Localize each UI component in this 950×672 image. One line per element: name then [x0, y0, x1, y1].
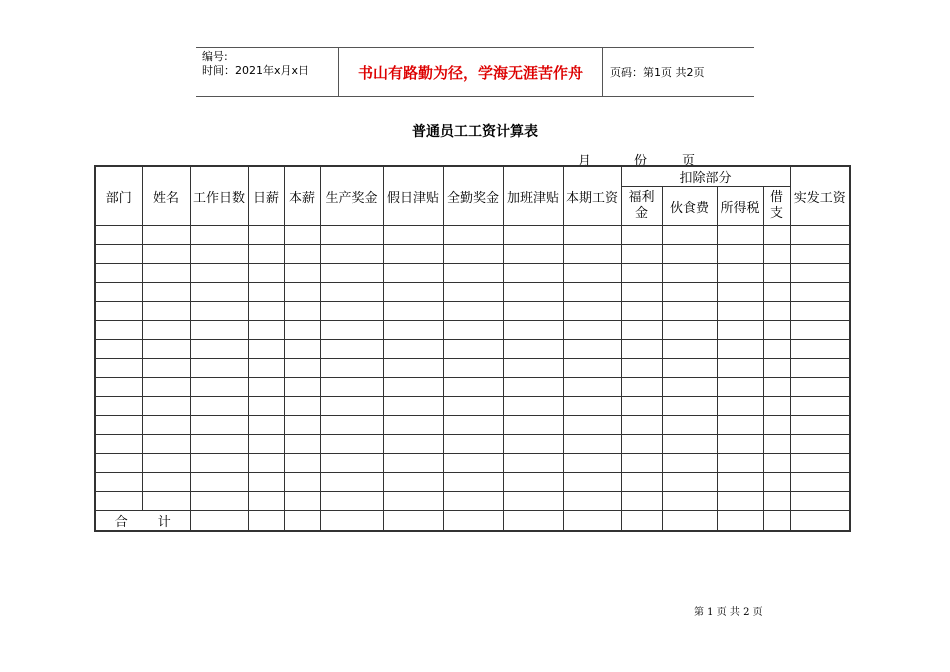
table-cell — [503, 245, 563, 264]
table-cell — [621, 416, 662, 435]
table-cell — [790, 359, 850, 378]
table-cell — [383, 397, 443, 416]
table-cell — [717, 378, 763, 397]
table-cell — [662, 473, 717, 492]
table-cell — [763, 245, 790, 264]
table-cell — [763, 473, 790, 492]
table-cell — [383, 321, 443, 340]
table-cell — [320, 397, 383, 416]
table-cell — [563, 492, 621, 511]
table-cell — [190, 264, 248, 283]
table-cell — [320, 226, 383, 245]
table-cell — [320, 435, 383, 454]
table-cell — [563, 340, 621, 359]
table-cell — [717, 245, 763, 264]
table-cell — [503, 454, 563, 473]
table-cell — [563, 302, 621, 321]
table-cell — [95, 378, 142, 397]
table-cell — [190, 226, 248, 245]
table-cell — [95, 283, 142, 302]
table-cell — [717, 302, 763, 321]
table-cell — [790, 473, 850, 492]
col-header: 部门 — [95, 166, 142, 226]
table-cell — [563, 473, 621, 492]
header-page-info: 页码：第1页 共2页 — [610, 66, 705, 79]
page-footer: 第 1 页 共 2 页 — [694, 607, 763, 618]
col-header: 全勤奖金 — [443, 166, 503, 226]
table-cell — [763, 264, 790, 283]
wage-table — [94, 165, 851, 532]
table-row — [95, 226, 850, 245]
table-cell — [621, 492, 662, 511]
table-cell — [190, 359, 248, 378]
table-cell — [503, 435, 563, 454]
table-cell — [621, 340, 662, 359]
table-cell — [621, 454, 662, 473]
table-cell — [142, 264, 190, 283]
table-cell — [95, 397, 142, 416]
table-cell — [443, 226, 503, 245]
table-cell — [717, 283, 763, 302]
table-cell — [383, 435, 443, 454]
table-cell — [662, 226, 717, 245]
table-cell — [383, 340, 443, 359]
table-cell — [763, 416, 790, 435]
table-cell — [790, 492, 850, 511]
table-cell — [763, 454, 790, 473]
serial-label: 编号: — [202, 50, 228, 63]
table-cell — [717, 473, 763, 492]
table-cell — [503, 321, 563, 340]
table-cell — [563, 321, 621, 340]
table-cell — [621, 435, 662, 454]
table-cell — [142, 492, 190, 511]
table-cell — [563, 359, 621, 378]
table-cell — [190, 454, 248, 473]
table-row — [95, 473, 850, 492]
table-cell — [284, 340, 320, 359]
table-cell — [443, 473, 503, 492]
table-cell — [621, 473, 662, 492]
table-cell — [284, 435, 320, 454]
table-cell — [142, 245, 190, 264]
table-cell — [503, 416, 563, 435]
table-cell — [563, 226, 621, 245]
table-cell — [717, 492, 763, 511]
table-cell — [95, 321, 142, 340]
table-cell — [383, 226, 443, 245]
table-cell — [621, 264, 662, 283]
table-cell — [790, 454, 850, 473]
table-cell — [248, 340, 284, 359]
table-cell — [717, 416, 763, 435]
table-cell — [284, 416, 320, 435]
col-header: 加班津贴 — [503, 166, 563, 226]
table-cell — [621, 511, 662, 532]
table-cell — [284, 245, 320, 264]
table-cell — [790, 245, 850, 264]
table-cell — [190, 397, 248, 416]
table-cell — [717, 511, 763, 532]
table-cell — [284, 378, 320, 397]
table-cell — [563, 283, 621, 302]
header-row-1 — [95, 166, 850, 187]
table-cell — [190, 435, 248, 454]
table-cell — [443, 397, 503, 416]
table-cell — [621, 359, 662, 378]
table-cell — [190, 245, 248, 264]
table-cell — [717, 359, 763, 378]
table-cell — [717, 435, 763, 454]
table-cell — [248, 435, 284, 454]
table-cell — [717, 340, 763, 359]
header-meta — [196, 50, 336, 78]
table-cell — [95, 302, 142, 321]
table-cell — [443, 359, 503, 378]
table-cell — [284, 226, 320, 245]
table-cell — [142, 359, 190, 378]
header-motto: 书山有路勤为径，学海无涯苦作舟 — [357, 63, 583, 82]
table-cell — [248, 283, 284, 302]
table-cell — [383, 245, 443, 264]
table-cell — [320, 340, 383, 359]
col-header: 所得税 — [717, 187, 763, 226]
table-cell — [763, 492, 790, 511]
table-cell — [662, 416, 717, 435]
table-cell — [284, 302, 320, 321]
table-cell — [284, 397, 320, 416]
table-cell — [790, 435, 850, 454]
table-cell — [383, 473, 443, 492]
table-cell — [284, 283, 320, 302]
table-row — [95, 454, 850, 473]
total-label-a: 合 — [114, 515, 128, 530]
table-cell — [563, 454, 621, 473]
table-cell — [662, 511, 717, 532]
table-cell — [763, 226, 790, 245]
table-cell — [621, 321, 662, 340]
table-cell — [383, 454, 443, 473]
table-cell — [142, 321, 190, 340]
table-cell — [790, 321, 850, 340]
table-cell — [383, 416, 443, 435]
table-cell — [284, 511, 320, 532]
table-body — [95, 226, 850, 511]
table-cell — [443, 245, 503, 264]
col-header: 假日津贴 — [383, 166, 443, 226]
table-cell — [563, 435, 621, 454]
table-cell — [662, 492, 717, 511]
table-cell — [142, 416, 190, 435]
col-header: 伙食费 — [662, 187, 717, 226]
table-cell — [320, 283, 383, 302]
table-cell — [284, 321, 320, 340]
table-cell — [248, 321, 284, 340]
header-divider — [602, 48, 603, 96]
table-row — [95, 283, 850, 302]
table-cell — [142, 378, 190, 397]
table-cell — [320, 359, 383, 378]
table-row — [95, 340, 850, 359]
table-cell — [790, 226, 850, 245]
table-cell — [443, 264, 503, 283]
table-cell — [142, 473, 190, 492]
fen-label: 份 — [634, 154, 648, 169]
table-cell — [95, 492, 142, 511]
table-cell — [142, 340, 190, 359]
table-cell — [763, 397, 790, 416]
table-cell — [563, 397, 621, 416]
table-row — [95, 435, 850, 454]
table-cell — [95, 359, 142, 378]
table-cell — [142, 226, 190, 245]
table-cell — [248, 302, 284, 321]
page-label: 页 — [682, 154, 696, 169]
table-cell — [95, 454, 142, 473]
col-header: 日薪 — [248, 166, 284, 226]
table-cell — [284, 473, 320, 492]
table-cell — [95, 264, 142, 283]
table-cell — [790, 397, 850, 416]
total-row — [95, 511, 850, 532]
col-header: 姓名 — [142, 166, 190, 226]
table-cell — [443, 283, 503, 302]
table-cell — [662, 397, 717, 416]
table-cell — [503, 473, 563, 492]
table-cell — [320, 454, 383, 473]
table-row — [95, 264, 850, 283]
table-cell — [248, 454, 284, 473]
table-cell — [503, 359, 563, 378]
table-cell — [190, 378, 248, 397]
table-cell — [763, 321, 790, 340]
table-cell — [443, 511, 503, 532]
table-row — [95, 359, 850, 378]
table-cell — [717, 264, 763, 283]
table-cell — [190, 492, 248, 511]
table-cell — [142, 435, 190, 454]
table-cell — [95, 416, 142, 435]
table-cell — [790, 283, 850, 302]
col-header: 实发工资 — [790, 166, 850, 226]
table-cell — [190, 473, 248, 492]
table-cell — [621, 283, 662, 302]
table-cell — [662, 264, 717, 283]
table-cell — [383, 283, 443, 302]
month-label: 月 — [578, 154, 592, 169]
col-header: 生产奖金 — [320, 166, 383, 226]
table-cell — [443, 454, 503, 473]
table-cell — [662, 340, 717, 359]
table-cell — [320, 511, 383, 532]
table-cell — [621, 226, 662, 245]
col-header: 借支 — [763, 187, 790, 226]
table-cell — [763, 378, 790, 397]
table-cell — [142, 397, 190, 416]
col-header: 本薪 — [284, 166, 320, 226]
table-cell — [142, 302, 190, 321]
table-cell — [190, 302, 248, 321]
table-cell — [95, 245, 142, 264]
table-cell — [95, 340, 142, 359]
table-row — [95, 378, 850, 397]
table-row — [95, 397, 850, 416]
table-cell — [503, 302, 563, 321]
table-cell — [563, 378, 621, 397]
col-header: 本期工资 — [563, 166, 621, 226]
table-cell — [662, 435, 717, 454]
table-cell — [248, 359, 284, 378]
table-cell — [320, 245, 383, 264]
table-row — [95, 302, 850, 321]
table-cell — [190, 321, 248, 340]
table-cell — [662, 359, 717, 378]
table-cell — [563, 511, 621, 532]
table-cell — [790, 511, 850, 532]
table-cell — [284, 359, 320, 378]
table-cell — [443, 321, 503, 340]
table-cell — [763, 340, 790, 359]
table-cell — [320, 264, 383, 283]
table-cell — [763, 435, 790, 454]
table-cell — [662, 378, 717, 397]
table-cell — [383, 264, 443, 283]
table-cell — [320, 492, 383, 511]
table-cell — [717, 397, 763, 416]
table-cell — [190, 511, 248, 532]
time-label: 时间：2021年x月x日 — [202, 64, 310, 77]
table-cell — [503, 492, 563, 511]
table-cell — [763, 511, 790, 532]
table-cell — [95, 473, 142, 492]
table-cell — [284, 264, 320, 283]
table-cell — [320, 378, 383, 397]
table-cell — [248, 226, 284, 245]
table-cell — [621, 245, 662, 264]
table-cell — [717, 321, 763, 340]
table-cell — [443, 416, 503, 435]
table-cell — [383, 511, 443, 532]
table-cell — [320, 473, 383, 492]
table-cell — [383, 492, 443, 511]
table-cell — [503, 226, 563, 245]
table-cell — [443, 435, 503, 454]
table-cell — [320, 416, 383, 435]
table-cell — [621, 302, 662, 321]
table-cell — [383, 359, 443, 378]
page-title: 普通员工工资计算表 — [412, 124, 538, 140]
table-cell — [248, 245, 284, 264]
table-cell — [763, 359, 790, 378]
table-cell — [662, 454, 717, 473]
table-cell — [662, 283, 717, 302]
table-row — [95, 416, 850, 435]
table-cell — [763, 302, 790, 321]
table-cell — [383, 378, 443, 397]
table-cell — [95, 435, 142, 454]
col-header: 福利金 — [621, 187, 662, 226]
table-cell — [383, 302, 443, 321]
table-cell — [320, 302, 383, 321]
table-cell — [790, 416, 850, 435]
table-cell — [662, 321, 717, 340]
table-cell — [248, 264, 284, 283]
total-label — [95, 511, 190, 532]
table-cell — [563, 264, 621, 283]
table-cell — [248, 511, 284, 532]
table-cell — [503, 378, 563, 397]
col-header: 工作日数 — [190, 166, 248, 226]
table-cell — [248, 492, 284, 511]
table-cell — [563, 245, 621, 264]
document-header — [196, 47, 754, 97]
table-cell — [662, 245, 717, 264]
table-cell — [503, 283, 563, 302]
table-cell — [248, 416, 284, 435]
table-cell — [248, 397, 284, 416]
table-cell — [190, 416, 248, 435]
table-row — [95, 245, 850, 264]
table-cell — [717, 454, 763, 473]
table-cell — [621, 378, 662, 397]
table-cell — [320, 321, 383, 340]
table-cell — [248, 473, 284, 492]
table-cell — [190, 283, 248, 302]
table-cell — [790, 302, 850, 321]
table-cell — [142, 283, 190, 302]
table-cell — [717, 226, 763, 245]
table-cell — [790, 378, 850, 397]
total-label-b: 计 — [157, 515, 171, 530]
table-cell — [443, 492, 503, 511]
table-cell — [503, 397, 563, 416]
table-cell — [142, 454, 190, 473]
table-cell — [790, 264, 850, 283]
table-cell — [563, 416, 621, 435]
table-cell — [443, 378, 503, 397]
table-cell — [503, 264, 563, 283]
table-cell — [190, 340, 248, 359]
table-cell — [95, 226, 142, 245]
deduction-group-header: 扣除部分 — [621, 166, 790, 187]
table-row — [95, 321, 850, 340]
table-cell — [790, 340, 850, 359]
table-cell — [621, 397, 662, 416]
table-cell — [248, 378, 284, 397]
table-cell — [503, 340, 563, 359]
table-cell — [284, 454, 320, 473]
table-cell — [503, 511, 563, 532]
table-cell — [763, 283, 790, 302]
table-cell — [443, 340, 503, 359]
table-cell — [662, 302, 717, 321]
table-row — [95, 492, 850, 511]
table-cell — [443, 302, 503, 321]
table-cell — [284, 492, 320, 511]
